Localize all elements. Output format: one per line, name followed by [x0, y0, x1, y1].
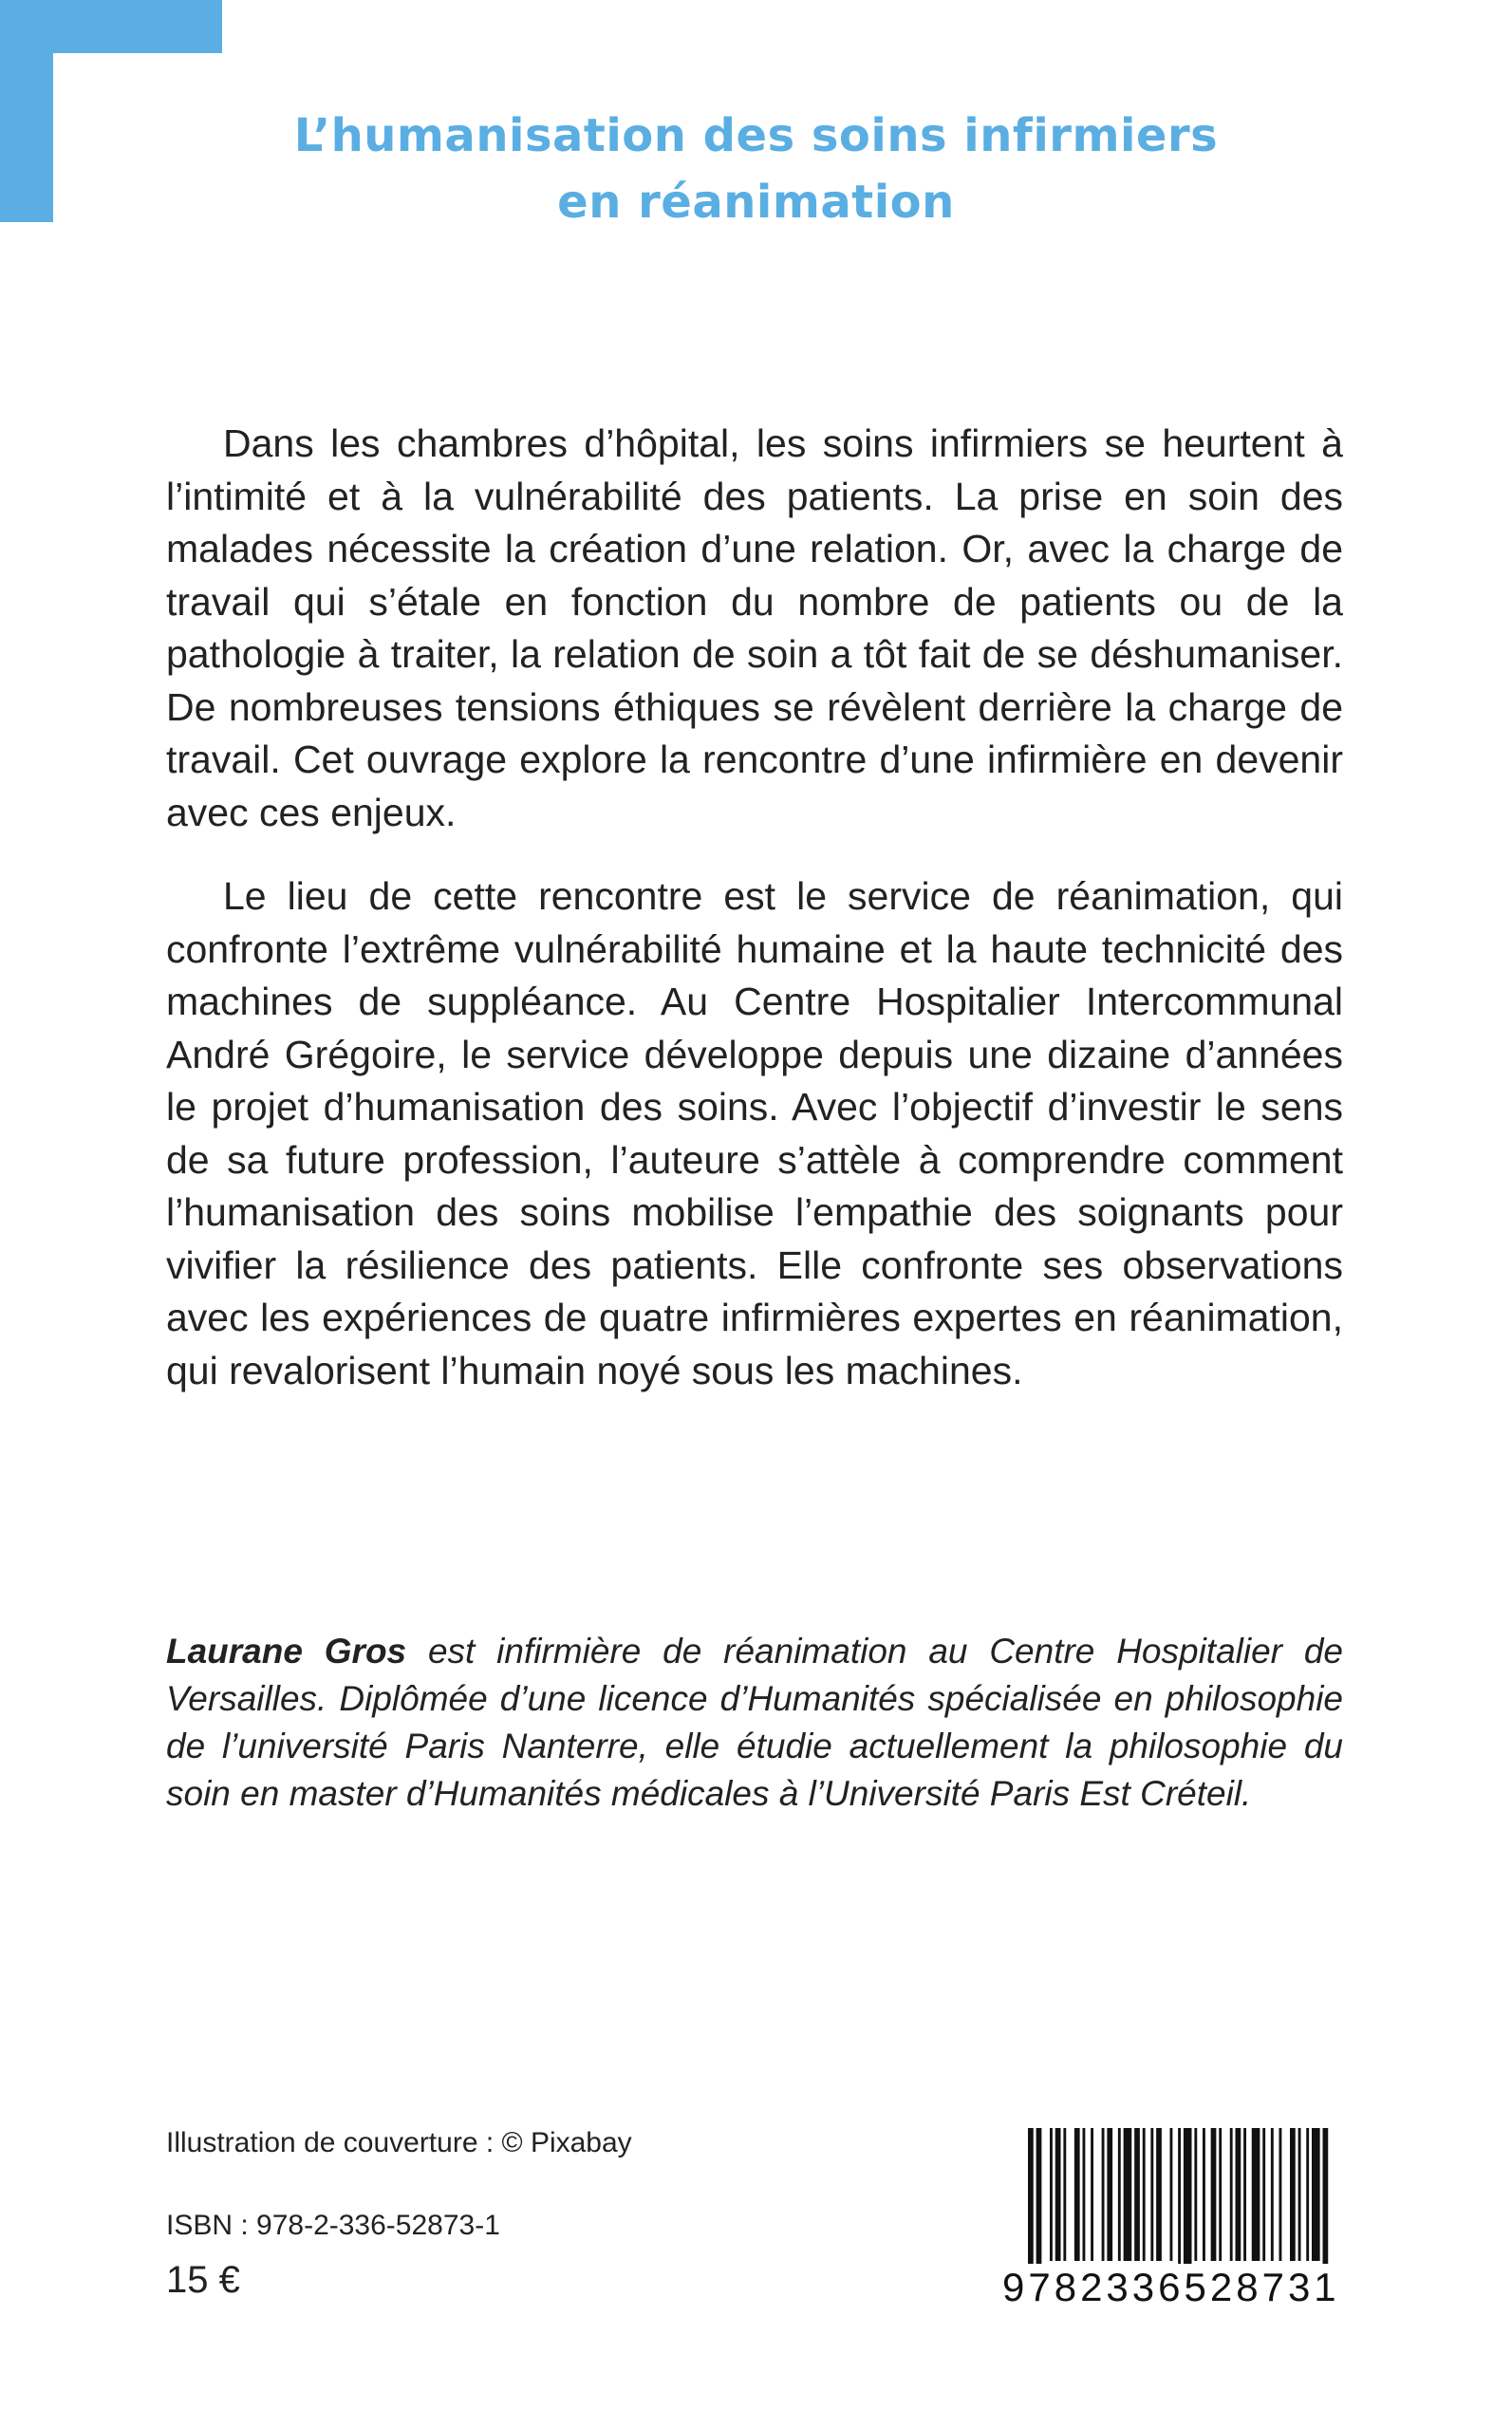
- isbn: ISBN : 978-2-336-52873-1: [166, 2210, 500, 2241]
- book-title-line-1: L’humanisation des soins infirmiers: [293, 109, 1219, 162]
- barcode-digits: 9782336528731: [1002, 2265, 1340, 2309]
- author-name: Laurane Gros: [166, 1632, 407, 1671]
- price: 15 €: [166, 2259, 240, 2301]
- description-paragraph-1: Dans les chambres d’hôpital, les soins infirmiers se heurtent à l’intimité et à la vulnérabilité des patients. La prise en soin des malades nécessite la création d’une relation. Or, avec la charge de travail qui s’étale en fonction du nombre de patients ou de la pathologie à traiter, la relation de soin a tôt fait de se déshumaniser. De nombreuses tensions éthiques se révèlent derrière la charge de travail. Cet ouvrage explore la rencontre d’une infirmière en devenir avec ces enjeux.: [166, 421, 1343, 834]
- book-title-line-2: en réanimation: [557, 176, 955, 229]
- book-title: [190, 103, 1322, 235]
- corner-accent-vertical: [0, 0, 53, 222]
- cover-credit: Illustration de couverture : © Pixabay: [166, 2127, 632, 2158]
- description: [166, 418, 1343, 1429]
- description-paragraph-2: Le lieu de cette rencontre est le service de réanimation, qui confronte l’extrême vulnérabilité humaine et la haute technicité des machines de suppléance. Au Centre Hospitalier Intercommunal André Grégoire, le service développe depuis une dizaine d’années le projet d’humanisation des soins. Avec l’objectif d’investir le sens de sa future profession, l’auteure s’attèle à comprendre comment l’humanisation des soins mobilise l’empathie des soignants pour vivifier la résilience des patients. Elle confronte ses observations avec les expériences de quatre infirmières expertes en réanimation, qui revalorisent l’humain noyé sous les machines.: [166, 874, 1343, 1392]
- author-bio-text: est infirmière de réanimation au Centre Hospitalier de Versailles. Diplômée d’une licence d’Humanités spécialisée en philosophie de l’université Paris Nanterre, elle étudie actuellement la philosophie du soin en master d’Humanités médicales à l’Université Paris Est Créteil.: [166, 1632, 1344, 1813]
- author-bio: [166, 1628, 1343, 1818]
